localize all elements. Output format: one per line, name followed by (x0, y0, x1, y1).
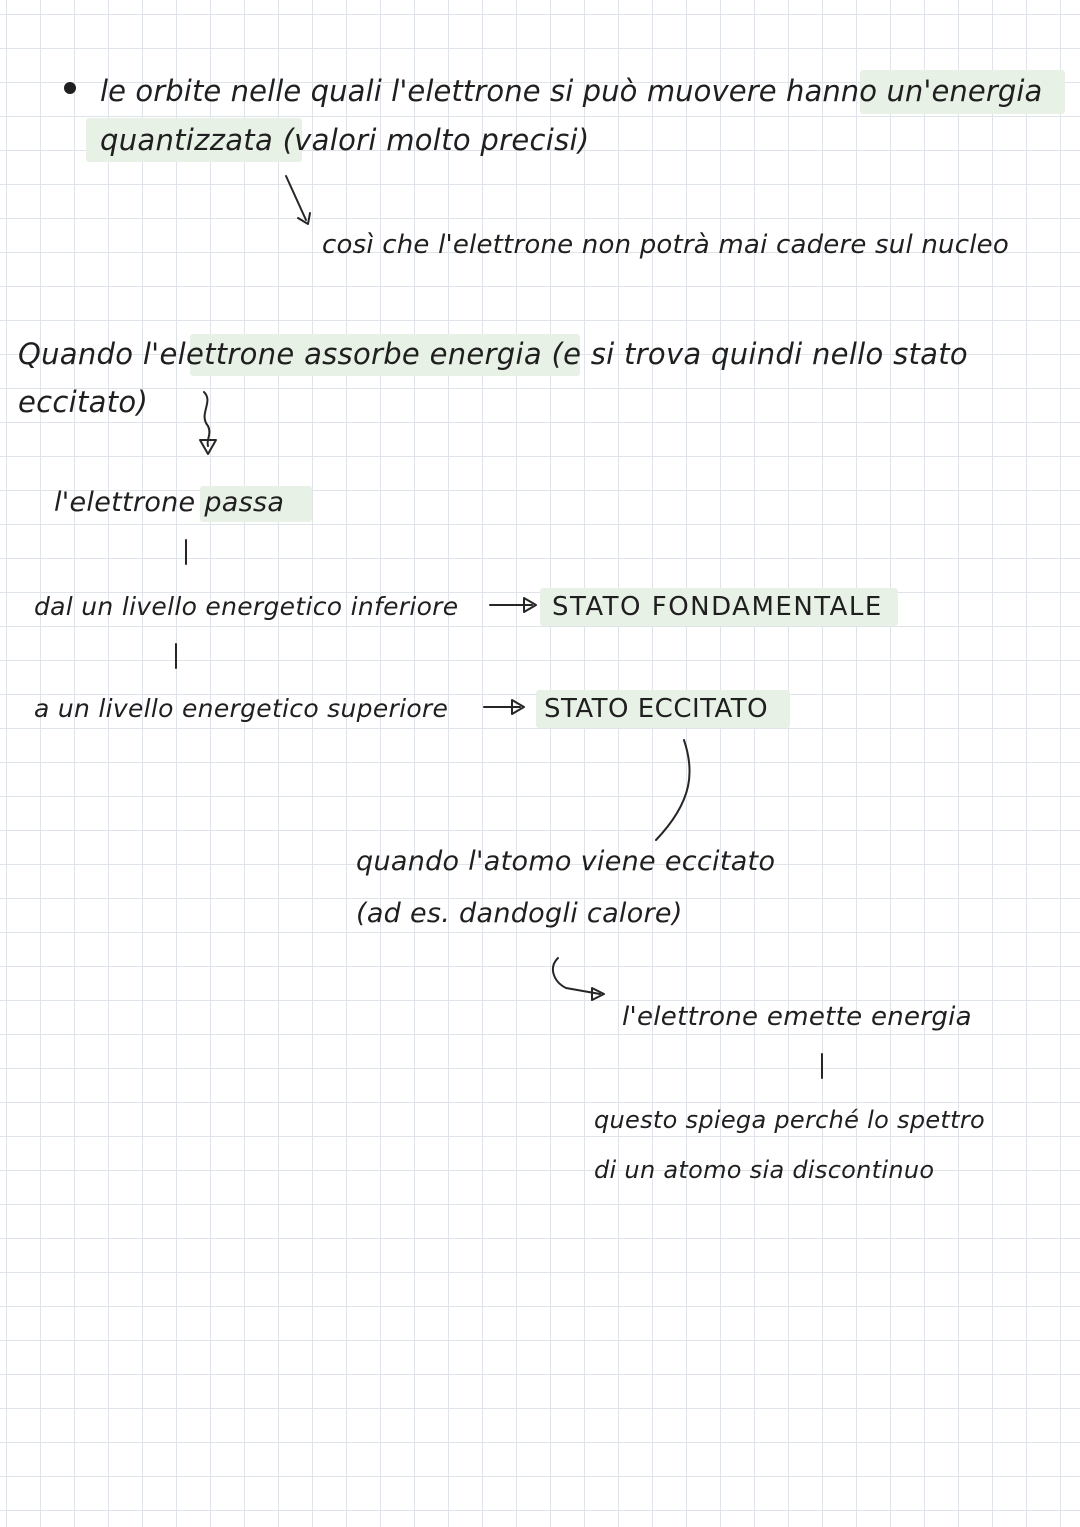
squiggle-down-arrow (204, 392, 209, 446)
emits-energy-line: l'elettrone emette energia (622, 1002, 972, 1032)
absorbs-energy-term: assorbe energia (304, 337, 542, 371)
excited-note-line-2: (ad es. dandogli calore) (356, 898, 683, 929)
passes-term: passa (204, 487, 285, 518)
to-upper-level-line: a un livello energetico superiore (34, 694, 449, 723)
spectrum-note-line-1: questo spiega perché lo spettro (594, 1106, 986, 1134)
when-start-text: Quando l'elettrone (18, 337, 295, 371)
precise-values-note: (valori molto precisi) (282, 123, 590, 157)
curve-excited-to-note (656, 740, 690, 840)
arrow-to-consequence (286, 176, 306, 220)
excited-state-label: STATO ECCITATO (544, 694, 769, 724)
when-absorbs-line-2: eccitato) (18, 385, 149, 419)
electron-text: l'elettrone (54, 487, 196, 518)
spectrum-note-line-2: di un atomo sia discontinuo (594, 1156, 935, 1184)
when-end-text: (e si trova quindi nello stato (551, 337, 968, 371)
consequence-note: così che l'elettrone non potrà mai cadere sul nucleo (322, 230, 1009, 260)
ground-state-label: STATO FONDAMENTALE (552, 592, 883, 622)
from-lower-level-line: dal un livello energetico inferiore (34, 592, 459, 621)
excited-note-line-1: quando l'atomo viene eccitato (356, 846, 776, 877)
bullet-text-line-1: le orbite nelle quali l'elettrone si può muovere hanno un'energia (100, 74, 1043, 108)
quantizzata-term: quantizzata (100, 123, 274, 157)
